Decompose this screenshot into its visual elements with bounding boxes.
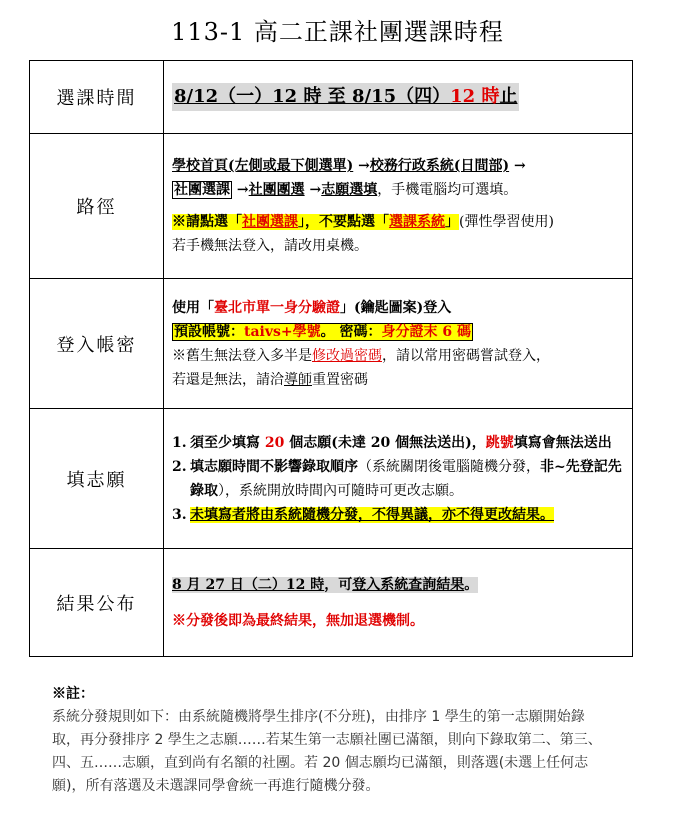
list-item: 1. 須至少填寫 20 個志願(未達 20 個無法送出)，跳號填寫會無法送出 [172,434,612,451]
arrow-icon: → [232,182,249,198]
row-path [30,134,633,279]
page-title: 113-1 高二正課社團選課時程 [171,18,504,46]
note-body: 系統分發規則如下：由系統隨機將學生排序(不分班)，由排序 1 學生的第一志願開始錄取，再分發排序 2 學生之志願……若某生第一志願社團已滿額，則向下錄取第二、第三、四、五……志願，直到尚有名額的社團。若 20 個志願均已滿額，則落選(未選上任何志願)，所有落選及未選課同學會統一再進行隨機分發。 [52,709,602,794]
list-item: 3. 未填寫者將由系統隨機分發，不得異議，亦不得更改結果。 [172,506,554,523]
wish-cell [164,409,633,549]
arrow-icon: → [304,182,322,198]
row-login [30,279,633,409]
path-line-1: 學校首頁(左側或最下側選單) →校務行政系統(日間部) → [172,158,526,174]
row-label-result: 結果公布 [30,549,164,657]
schedule-table [29,60,633,657]
arrow-icon: → [353,158,370,174]
list-item: 2. 填志願時間不影響錄取順序（系統關閉後電腦隨機分發，非~先登記先錄取），系統開放時間內可隨時可更改志願。 [172,458,622,499]
arrow-icon: → [509,158,526,174]
result-line-2: ※分發後即為最終結果，無加退選機制。 [172,612,424,629]
wish-rules [172,431,624,527]
login-cell [164,279,633,409]
row-wish [30,409,633,549]
result-line-1: 8 月 27 日（二）12 時，可登入系統查詢結果。 [172,576,479,593]
row-label-path: 路徑 [30,134,164,279]
result-cell [164,549,633,657]
row-result [30,549,633,657]
row-time [30,61,633,134]
login-line-4: 若還是無法，請洽導師重置密碼 [172,371,368,388]
row-label-time: 選課時間 [30,61,164,134]
time-range: 8/12（一）12 時 至 8/15（四）12 時止 [172,83,519,111]
note-heading: ※註： [52,686,94,702]
path-line-4: 若手機無法登入，請改用桌機。 [172,238,368,254]
time-cell [164,61,633,134]
path-line-3: ※請點選「社團選課」，不要點選「選課系統」(彈性學習使用) [172,214,554,230]
row-label-login: 登入帳密 [30,279,164,409]
row-label-wish: 填志願 [30,409,164,549]
login-line-2: 預設帳號：taivs+學號。 密碼：身分證末 6 碼 [174,323,471,340]
path-cell [164,134,633,279]
login-line-3: ※舊生無法登入多半是修改過密碼，請以常用密碼嘗試登入， [172,347,550,364]
path-line-2: 社團選課 →社團團選 →志願選填，手機電腦均可選填。 [174,182,518,198]
login-line-1: 使用「臺北市單一身分驗證」(鑰匙圖案)登入 [172,299,452,316]
